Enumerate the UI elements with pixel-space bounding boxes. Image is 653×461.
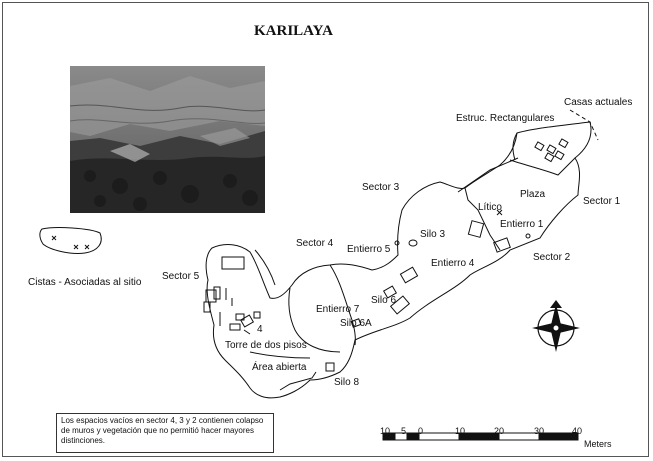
area-abierta-boundary [280,372,316,390]
scale-tick: 10 [455,426,466,436]
label-cistas: Cistas - Asociadas al sitio [28,277,142,288]
label-casas-actuales: Casas actuales [564,97,633,108]
label-sector-2: Sector 2 [533,252,571,263]
scale-tick: 0 [418,426,424,436]
label-silo-6a: Silo 6A [340,318,372,329]
map-title: KARILAYA [254,23,333,39]
scale-tick: 5 [401,426,407,436]
plaza-boundary-right [510,158,575,175]
scale-tick: 40 [572,426,583,436]
compass-rose-icon [532,300,580,352]
casas-dashed-boundary [570,110,598,140]
scale-tick: 30 [534,426,545,436]
label-silo-8: Silo 8 [334,377,360,388]
scale-bar [383,433,578,440]
label-silo-6: Silo 6 [371,295,397,306]
scale-tick: 10 [380,426,391,436]
plaza-boundary-left [465,188,500,250]
label-area-abierta: Área abierta [252,362,307,373]
scale-unit: Meters [584,439,612,449]
label-sector-3: Sector 3 [362,182,400,193]
label-entierro-4: Entierro 4 [431,258,475,269]
label-sector-4: Sector 4 [296,238,334,249]
label-structure-4: 4 [257,324,263,335]
map-note: Los espacios vacíos en sector 4, 3 y 2 contienen colapso de muros y vegetación que no permitió hacer mayores distinciones. [56,413,274,453]
label-plaza: Plaza [520,189,546,200]
cistas-outline [40,228,101,254]
label-entierro-5: Entierro 5 [347,244,391,255]
label-torre-de-dos-pisos: Torre de dos pisos [225,340,307,351]
label-litico: Lítico [478,202,502,213]
label-sector-5: Sector 5 [162,271,200,282]
torre-boundary [250,352,310,358]
scale-tick: 20 [494,426,505,436]
label-sector-1: Sector 1 [583,196,621,207]
label-silo-3: Silo 3 [420,229,446,240]
label-entierro-1: Entierro 1 [500,219,544,230]
label-estruc-rectangulares: Estruc. Rectangulares [456,113,555,124]
label-entierro-7: Entierro 7 [316,304,360,315]
